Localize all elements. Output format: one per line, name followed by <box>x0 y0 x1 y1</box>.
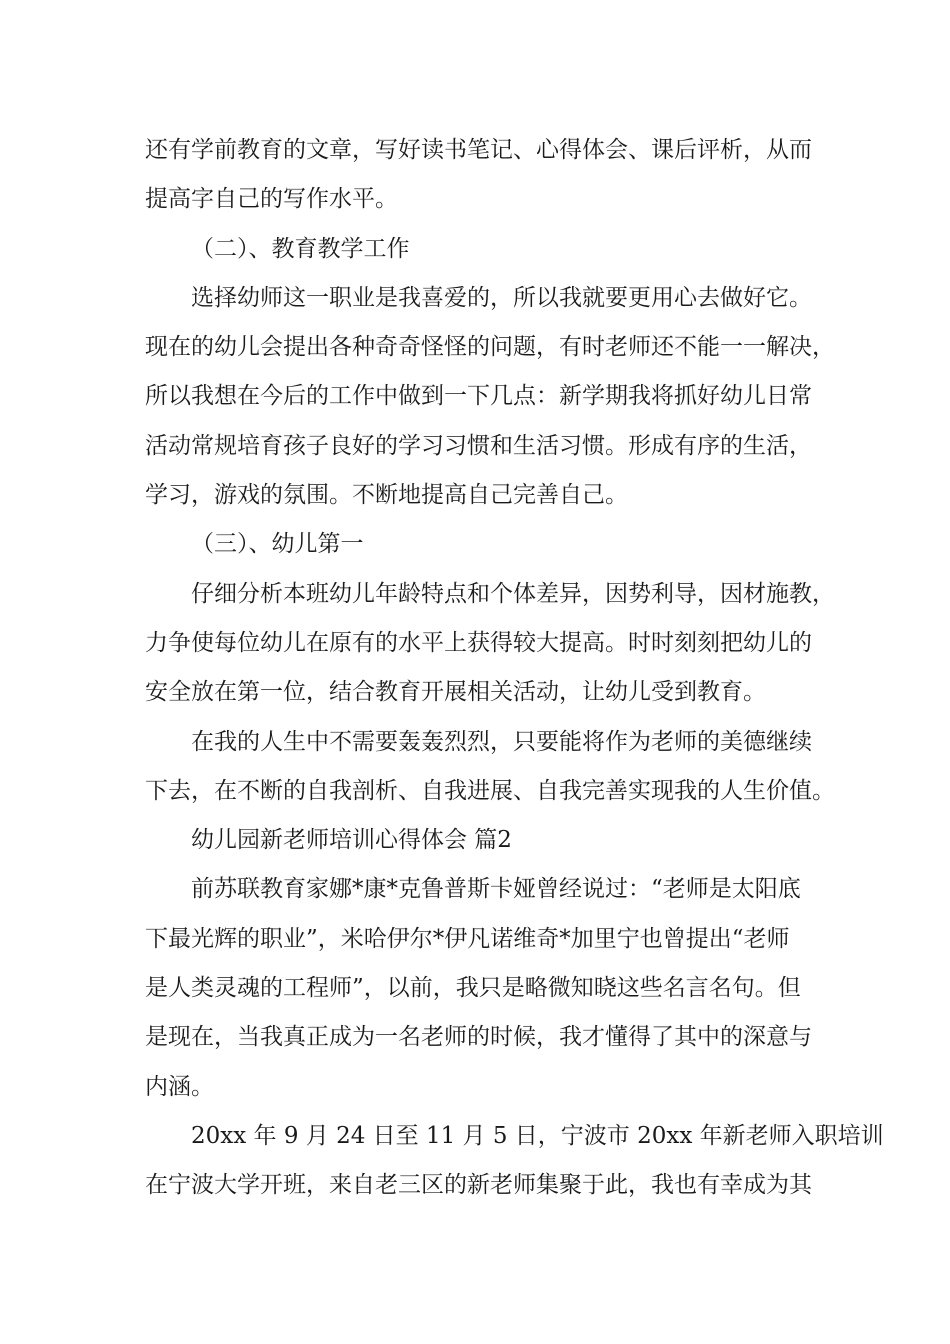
paragraph-start: 20xx 年 9 月 24 日至 11 月 5 日，宁波市 20xx 年新老师入职培训 <box>191 1122 884 1149</box>
article-heading: 幼儿园新老师培训心得体会 篇2 <box>191 827 512 854</box>
text-line: 在宁波大学开班，来自老三区的新老师集聚于此，我也有幸成为其 <box>145 1172 812 1199</box>
text-line: 提高字自己的写作水平。 <box>145 186 398 213</box>
paragraph-start: 在我的人生中不需要轰轰烈烈，只要能将作为老师的美德继续 <box>191 728 812 755</box>
text-line: 是现在，当我真正成为一名老师的时候，我才懂得了其中的深意与 <box>145 1024 812 1051</box>
text-line: 还有学前教育的文章，写好读书笔记、心得体会、课后评析，从而 <box>145 137 812 163</box>
text-line: 学习，游戏的氛围。不断地提高自己完善自己。 <box>145 482 628 509</box>
text-line: 下最光辉的职业”，米哈伊尔*伊凡诺维奇*加里宁也曾提出“老师 <box>145 925 790 952</box>
text-line: 现在的幼儿会提出各种奇奇怪怪的问题，有时老师还不能一一解决， <box>145 334 835 361</box>
text-line: 安全放在第一位，结合教育开展相关活动，让幼儿受到教育。 <box>145 679 766 706</box>
section-heading: （三）、幼儿第一 <box>191 531 364 558</box>
text-line: 所以我想在今后的工作中做到一下几点：新学期我将抓好幼儿日常 <box>145 383 812 410</box>
text-line: 活动常规培育孩子良好的学习习惯和生活习惯。形成有序的生活， <box>145 432 812 459</box>
text-line: 力争使每位幼儿在原有的水平上获得较大提高。时时刻刻把幼儿的 <box>145 629 812 656</box>
text-line: 下去，在不断的自我剖析、自我进展、自我完善实现我的人生价值。 <box>145 777 835 804</box>
document-body <box>145 126 884 1211</box>
paragraph-start: 前苏联教育家娜*康*克鲁普斯卡娅曾经说过：“老师是太阳底 <box>191 876 801 903</box>
section-heading: （二）、教育教学工作 <box>191 235 410 262</box>
text-line: 是人类灵魂的工程师”，以前，我只是略微知晓这些名言名句。但 <box>145 975 801 1002</box>
paragraph-start: 仔细分析本班幼儿年龄特点和个体差异，因势利导，因材施教， <box>191 580 835 607</box>
paragraph-start: 选择幼师这一职业是我喜爱的，所以我就要更用心去做好它。 <box>191 284 812 311</box>
text-line: 内涵。 <box>145 1073 214 1100</box>
